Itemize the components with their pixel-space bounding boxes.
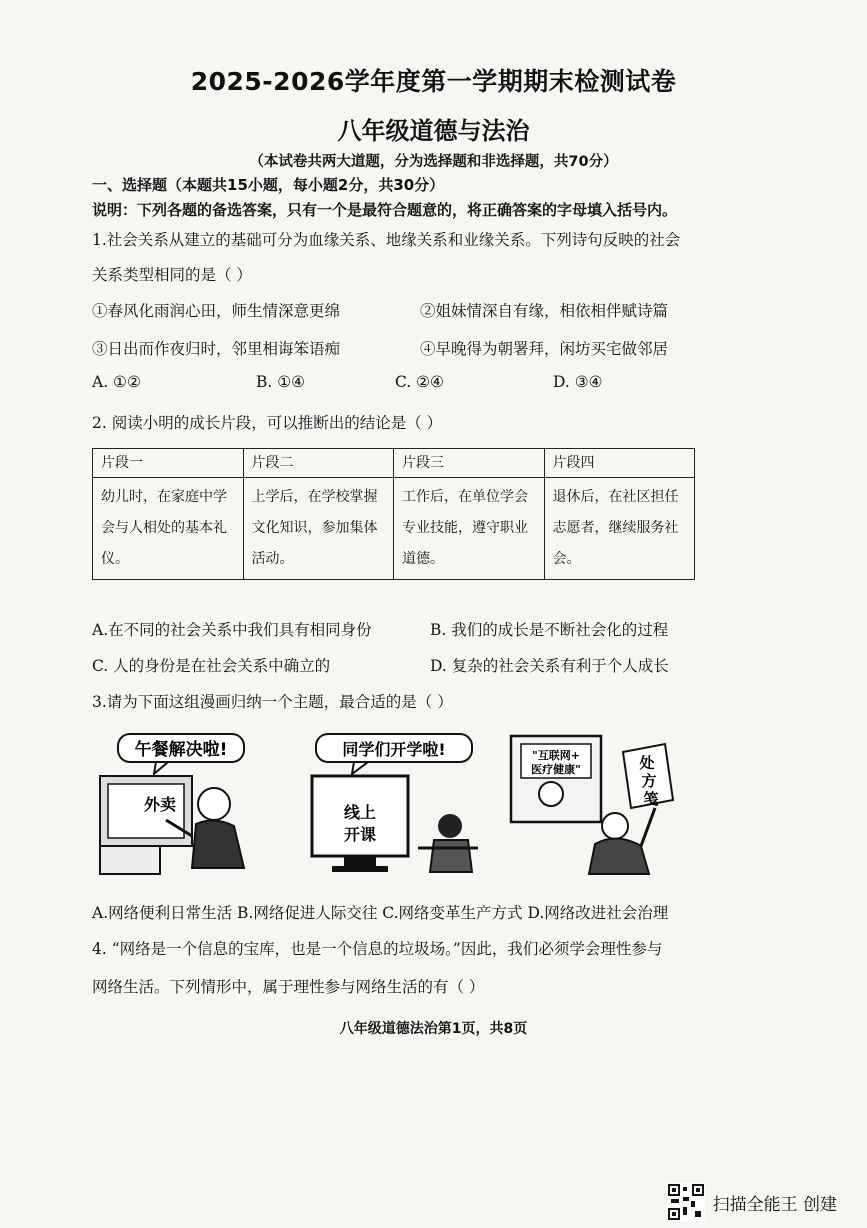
table-cell: 工作后，在单位学会专业技能，遵守职业道德。 bbox=[394, 478, 545, 580]
qr-code-icon bbox=[667, 1183, 705, 1221]
q1-stem-line2: 关系类型相同的是（ ） bbox=[92, 266, 252, 284]
comic-online-class bbox=[292, 728, 482, 878]
comic3-paper-char1: 处 bbox=[639, 754, 655, 772]
q2-option-c: C. 人的身份是在社会关系中确立的 bbox=[92, 657, 331, 675]
q2-option-a: A.在不同的社会关系中我们具有相同身份 bbox=[92, 621, 372, 639]
table-cell: 幼儿时，在家庭中学会与人相处的基本礼仪。 bbox=[93, 478, 244, 580]
scanner-watermark bbox=[667, 1183, 837, 1221]
table-header: 片段三 bbox=[394, 449, 545, 478]
section-heading: 一、选择题（本题共15小题，每小题2分，共30分） bbox=[92, 176, 445, 194]
q3-stem: 3.请为下面这组漫画归纳一个主题，最合适的是（ ） bbox=[92, 693, 453, 711]
q4-stem-line2: 网络生活。下列情形中，属于理性参与网络生活的有（ ） bbox=[92, 978, 485, 996]
comic3-paper-char3: 笺 bbox=[643, 790, 659, 808]
q2-option-d: D. 复杂的社会关系有利于个人成长 bbox=[430, 657, 669, 675]
q1-option-b: B. ①④ bbox=[256, 373, 306, 391]
table-header: 片段四 bbox=[544, 449, 695, 478]
growth-fragments-table bbox=[92, 448, 695, 580]
q1-option-a: A. ①② bbox=[92, 373, 141, 391]
q1-stem-line1: 1.社会关系从建立的基础可分为血缘关系、地缘关系和业缘关系。下列诗句反映的社会 bbox=[92, 231, 681, 249]
q4-stem-line1: 4. “网络是一个信息的宝库，也是一个信息的垃圾场。”因此，我们必须学会理性参与 bbox=[92, 940, 663, 958]
subject-title: 八年级道德与法治 bbox=[337, 117, 530, 145]
watermark-text: 扫描全能王 创建 bbox=[712, 1194, 837, 1215]
q1-item-1: ①春风化雨润心田，师生情深意更绵 bbox=[92, 302, 341, 320]
comic-takeout bbox=[96, 728, 276, 878]
comic-internet-healthcare bbox=[505, 728, 685, 878]
exam-title: 2025-2026学年度第一学期期末检测试卷 bbox=[190, 67, 677, 96]
comic3-sign-line2: 医疗健康" bbox=[531, 763, 581, 776]
q1-item-4: ④早晚得为朝署拜，闲坊买宅做邻居 bbox=[420, 340, 669, 358]
q1-option-c: C. ②④ bbox=[395, 373, 444, 391]
q2-option-b: B. 我们的成长是不断社会化的过程 bbox=[430, 621, 669, 639]
comic1-screen-label: 外卖 bbox=[143, 795, 177, 814]
q1-option-d: D. ③④ bbox=[553, 373, 603, 391]
q1-item-2: ②姐妹情深自有缘，相依相伴赋诗篇 bbox=[420, 302, 669, 320]
comic1-bubble-text: 午餐解决啦! bbox=[134, 740, 228, 760]
table-header: 片段一 bbox=[93, 449, 244, 478]
q1-item-3: ③日出而作夜归时，邻里相诲笨语痴 bbox=[92, 340, 341, 358]
comic2-bubble-text: 同学们开学啦! bbox=[342, 740, 446, 759]
section-instruction: 说明：下列各题的备选答案，只有一个是最符合题意的，将正确答案的字母填入括号内。 bbox=[92, 201, 678, 219]
page-footer: 八年级道德法治第1页，共8页 bbox=[339, 1021, 528, 1037]
comic3-sign-line1: "互联网+ bbox=[532, 749, 580, 762]
exam-note: （本试卷共两大道题，分为选择题和非选择题，共70分） bbox=[249, 154, 618, 170]
table-cell: 上学后，在学校掌握文化知识，参加集体活动。 bbox=[243, 478, 394, 580]
comic3-paper-char2: 方 bbox=[641, 772, 657, 790]
table-cell: 退休后，在社区担任志愿者，继续服务社会。 bbox=[544, 478, 695, 580]
comic2-label-2: 开课 bbox=[343, 825, 377, 844]
q3-options: A.网络便利日常生活 B.网络促进人际交往 C.网络变革生产方式 D.网络改进社会治理 bbox=[92, 904, 669, 922]
comic2-label-1: 线上 bbox=[343, 803, 377, 822]
table-header: 片段二 bbox=[243, 449, 394, 478]
q2-stem: 2. 阅读小明的成长片段，可以推断出的结论是（ ） bbox=[92, 414, 443, 432]
